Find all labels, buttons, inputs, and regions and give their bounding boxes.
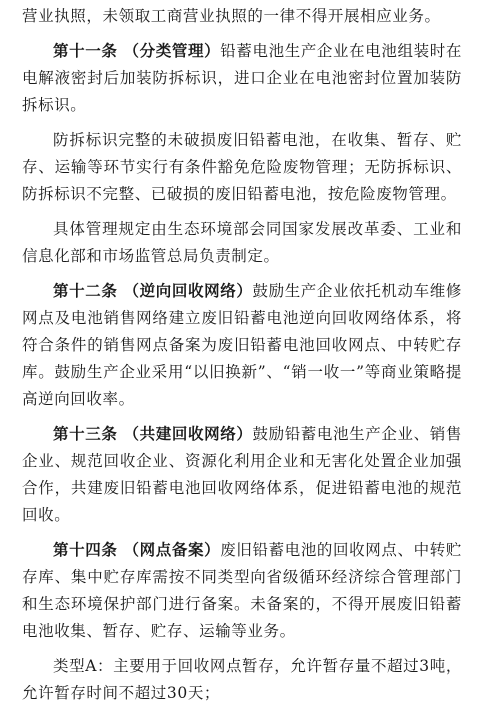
paragraph-text: 营业执照，未领取工商营业执照的一律不得开展相应业务。 — [22, 7, 441, 25]
article-11 — [22, 38, 462, 119]
paragraph-text: 类型A：主要用于回收网点暂存，允许暂存量不超过3吨，允许暂存时间不超过30天； — [22, 657, 462, 702]
article-14 — [22, 537, 462, 645]
article-13 — [22, 421, 462, 529]
article-heading: 第十二条 （逆向回收网络） — [53, 282, 253, 300]
document-body — [22, 0, 462, 707]
article-text: 鼓励铅蓄电池生产企业、销售企业、规范回收企业、资源化利用企业和无害化处置企业加强合作，共建废旧铅蓄电池回收网络体系，促进铅蓄电池的规范回收。 — [22, 425, 462, 524]
paragraph-type-a — [22, 653, 462, 707]
article-heading: 第十一条 （分类管理） — [53, 42, 221, 60]
paragraph-exemption — [22, 127, 462, 208]
article-12 — [22, 278, 462, 413]
paragraph-continuation — [22, 3, 462, 30]
paragraph-text: 防拆标识完整的未破损废旧铅蓄电池，在收集、暂存、贮存、运输等环节实行有条件豁免危险废物管理；无防拆标识、防拆标识不完整、已破损的废旧铅蓄电池，按危险废物管理。 — [22, 131, 462, 203]
article-text: 废旧铅蓄电池的回收网点、中转贮存库、集中贮存库需按不同类型向省级循环经济综合管理部门和生态环境保护部门进行备案。未备案的，不得开展废旧铅蓄电池收集、暂存、贮存、运输等业务。 — [22, 541, 462, 640]
article-text: 鼓励生产企业依托机动车维修网点及电池销售网络建立废旧铅蓄电池逆向回收网络体系，将符合条件的销售网点备案为废旧铅蓄电池回收网点、中转贮存库。鼓励生产企业采用“以旧换新”、“销一收一”等商业策略提高逆向回收率。 — [22, 282, 462, 408]
article-text: 铅蓄电池生产企业在电池组装时在电解液密封后加装防拆标识，进口企业在电池密封位置加装防拆标识。 — [22, 42, 462, 114]
article-heading: 第十三条 （共建回收网络） — [53, 425, 253, 443]
article-heading: 第十四条 （网点备案） — [53, 541, 221, 559]
paragraph-text: 具体管理规定由生态环境部会同国家发展改革委、工业和信息化部和市场监管总局负责制定。 — [22, 220, 462, 265]
paragraph-regulation — [22, 216, 462, 270]
